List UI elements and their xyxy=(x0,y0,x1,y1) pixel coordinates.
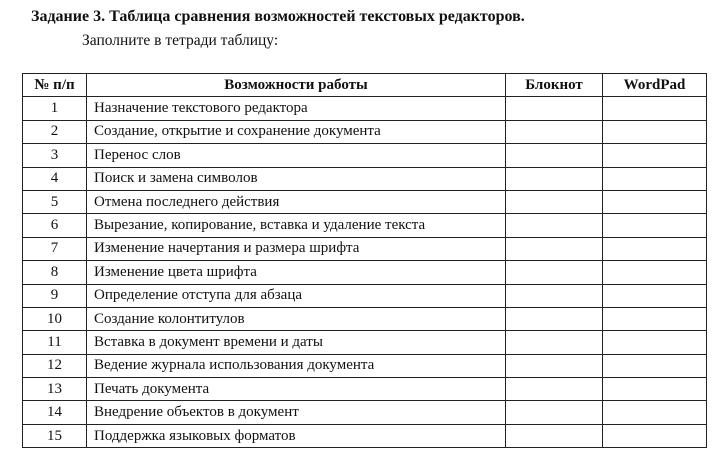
row-notepad-cell xyxy=(506,237,603,260)
row-feature: Печать документа xyxy=(87,378,506,401)
row-number: 15 xyxy=(23,424,87,447)
row-notepad-cell xyxy=(506,284,603,307)
row-feature: Поддержка языковых форматов xyxy=(87,424,506,447)
row-wordpad-cell xyxy=(603,214,707,237)
table-row xyxy=(23,214,707,237)
row-notepad-cell xyxy=(506,190,603,213)
row-wordpad-cell xyxy=(603,190,707,213)
row-wordpad-cell xyxy=(603,331,707,354)
row-number: 5 xyxy=(23,190,87,213)
row-notepad-cell xyxy=(506,401,603,424)
row-number: 7 xyxy=(23,237,87,260)
row-wordpad-cell xyxy=(603,167,707,190)
row-wordpad-cell xyxy=(603,144,707,167)
table-row xyxy=(23,120,707,143)
row-number: 12 xyxy=(23,354,87,377)
row-feature: Создание колонтитулов xyxy=(87,307,506,330)
row-feature: Вырезание, копирование, вставка и удаление текста xyxy=(87,214,506,237)
row-wordpad-cell xyxy=(603,354,707,377)
row-feature: Вставка в документ времени и даты xyxy=(87,331,506,354)
table-row xyxy=(23,261,707,284)
row-feature: Изменение начертания и размера шрифта xyxy=(87,237,506,260)
row-number: 6 xyxy=(23,214,87,237)
header-notepad: Блокнот xyxy=(506,74,603,97)
row-number: 13 xyxy=(23,378,87,401)
row-number: 9 xyxy=(23,284,87,307)
row-feature: Отмена последнего действия xyxy=(87,190,506,213)
table-header-row xyxy=(23,74,707,97)
header-number: № п/п xyxy=(23,74,87,97)
row-wordpad-cell xyxy=(603,237,707,260)
table-row xyxy=(23,378,707,401)
row-notepad-cell xyxy=(506,307,603,330)
row-notepad-cell xyxy=(506,424,603,447)
row-number: 4 xyxy=(23,167,87,190)
row-number: 11 xyxy=(23,331,87,354)
row-notepad-cell xyxy=(506,97,603,120)
task-title: Задание 3. Таблица сравнения возможностей текстовых редакторов. xyxy=(31,8,525,25)
row-number: 14 xyxy=(23,401,87,424)
table-row xyxy=(23,190,707,213)
row-feature: Ведение журнала использования документа xyxy=(87,354,506,377)
row-feature: Изменение цвета шрифта xyxy=(87,261,506,284)
table-row xyxy=(23,424,707,447)
row-feature: Назначение текстового редактора xyxy=(87,97,506,120)
table-row xyxy=(23,97,707,120)
row-wordpad-cell xyxy=(603,378,707,401)
table-row xyxy=(23,284,707,307)
row-wordpad-cell xyxy=(603,401,707,424)
row-wordpad-cell xyxy=(603,307,707,330)
table-body xyxy=(23,97,707,448)
row-notepad-cell xyxy=(506,167,603,190)
table-row xyxy=(23,167,707,190)
row-notepad-cell xyxy=(506,261,603,284)
row-notepad-cell xyxy=(506,120,603,143)
row-number: 3 xyxy=(23,144,87,167)
row-wordpad-cell xyxy=(603,97,707,120)
row-number: 8 xyxy=(23,261,87,284)
row-feature: Перенос слов xyxy=(87,144,506,167)
row-notepad-cell xyxy=(506,331,603,354)
header-wordpad: WordPad xyxy=(603,74,707,97)
table-row xyxy=(23,237,707,260)
row-notepad-cell xyxy=(506,144,603,167)
table-row xyxy=(23,401,707,424)
row-feature: Определение отступа для абзаца xyxy=(87,284,506,307)
table-row xyxy=(23,354,707,377)
task-instruction: Заполните в тетради таблицу: xyxy=(82,32,279,49)
row-number: 2 xyxy=(23,120,87,143)
table-row xyxy=(23,307,707,330)
table-row xyxy=(23,144,707,167)
row-number: 10 xyxy=(23,307,87,330)
row-feature: Поиск и замена символов xyxy=(87,167,506,190)
row-number: 1 xyxy=(23,97,87,120)
header-feature: Возможности работы xyxy=(87,74,506,97)
comparison-table xyxy=(22,73,707,448)
row-wordpad-cell xyxy=(603,261,707,284)
row-wordpad-cell xyxy=(603,424,707,447)
row-feature: Внедрение объектов в документ xyxy=(87,401,506,424)
table-row xyxy=(23,331,707,354)
row-feature: Создание, открытие и сохранение документа xyxy=(87,120,506,143)
row-notepad-cell xyxy=(506,378,603,401)
row-wordpad-cell xyxy=(603,284,707,307)
row-notepad-cell xyxy=(506,214,603,237)
row-wordpad-cell xyxy=(603,120,707,143)
row-notepad-cell xyxy=(506,354,603,377)
